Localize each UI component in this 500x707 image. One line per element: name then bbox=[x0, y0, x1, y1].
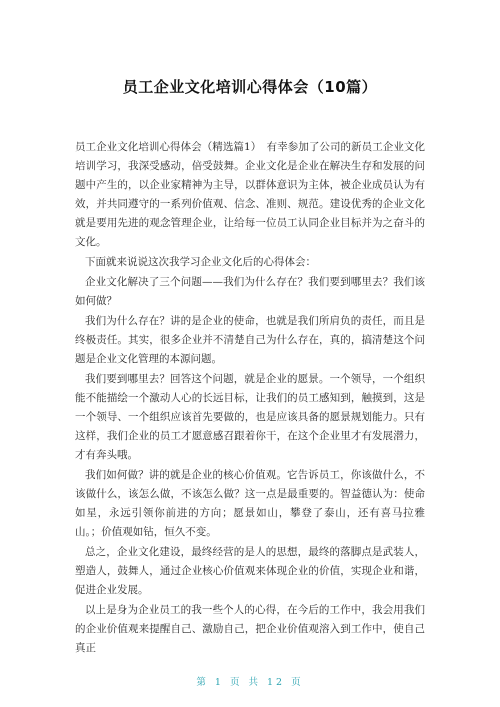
paragraph-intro: 员工企业文化培训心得体会（精选篇1） 有幸参加了公司的新员工企业文化培训学习，我深受感动，倍受鼓舞。企业文化是企业在解决生存和发展的问题中产生的，以企业家精神为主导，以群体意识为主体，被企业成员认为有效，并共同遵守的一系列价值观、信念、准则、规范。建设优秀的企业文化就是要用先进的观念管理企业，让给每一位员工认同企业目标并为之奋斗的文化。 bbox=[75, 141, 425, 248]
paragraph-vision: 我们要到哪里去？回答这个问题，就是企业的愿景。一个领导，一个组织能不能描绘一个激动人心的长远目标，让我们的员工感知到，触摸到，这是一个领导、一个组织应该首先要做的，也是应该具备的愿景规划能力。只有这样，我们企业的员工才愿意感召跟着你干，在这个企业里才有发展潜力，才有奔头哦。 bbox=[75, 373, 425, 461]
paragraph-summary: 总之，企业文化建设，最终经营的是人的思想，最终的落脚点是武装人，塑造人，鼓舞人，通过企业核心价值观来体现企业的价值，实现企业和谐，促进企业发展。 bbox=[75, 546, 425, 596]
paragraph-three-questions: 企业文化解决了三个问题——我们为什么存在？我们要到哪里去？我们该如何做？ bbox=[75, 276, 425, 307]
paragraph-values: 我们如何做？讲的就是企业的核心价值观。它告诉员工，你该做什么，不该做什么，该怎么做，不该怎么做？这一点是最重要的。智益德认为：使命如星，永远引领你前进的方向；愿景如山，攀登了泰山，还有喜马拉雅山。；价值观如钻，恒久不变。 bbox=[75, 469, 425, 538]
paragraph-conclusion: 以上是身为企业员工的我一些个人的心得，在今后的工作中，我会用我们的企业价值观来提醒自己、激励自己，把企业价值观溶入到工作中，使自己真正 bbox=[75, 604, 425, 654]
paragraph-lead: 下面就来说说这次我学习企业文化后的心得体会： bbox=[85, 256, 316, 268]
document-title: 员工企业文化培训心得体会（10篇） bbox=[122, 78, 378, 96]
page-number-footer: 第 1 页 共 12 页 bbox=[196, 677, 304, 688]
document-body bbox=[75, 138, 425, 659]
paragraph-mission: 我们为什么存在？讲的是企业的使命，也就是我们所肩负的责任，而且是终极责任。其实，很多企业并不清楚自己为什么存在，真的，搞清楚这个问题是企业文化管理的本源问题。 bbox=[75, 315, 425, 365]
